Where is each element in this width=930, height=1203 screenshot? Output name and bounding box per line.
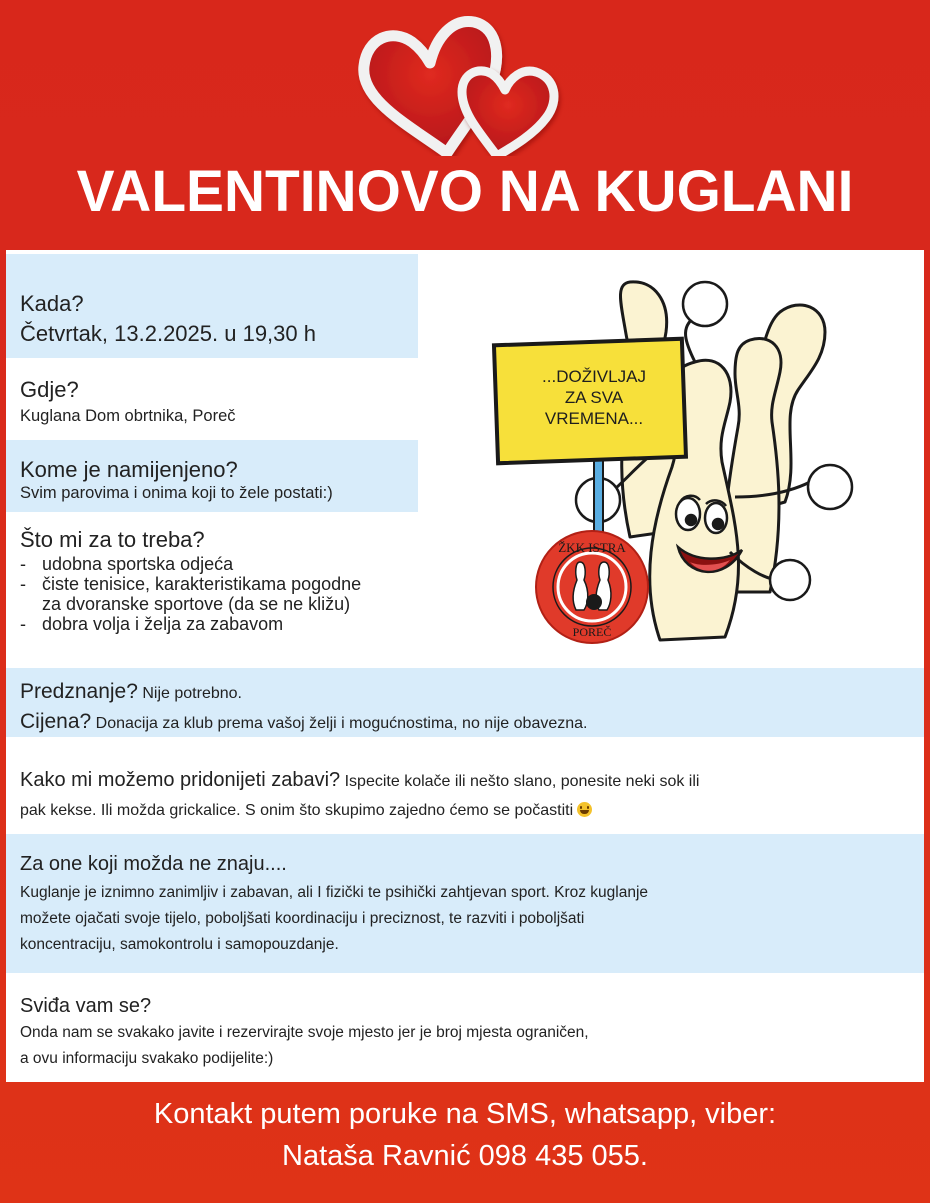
svida-question: Sviđa vam se? [20,995,152,1017]
info-line-3: koncentraciju, samokontrolu i samopouzdanje. [20,936,339,953]
zabava-question: Kako mi možemo pridonijeti zabavi? [20,769,341,791]
contact-footer [0,1082,930,1203]
smiling-face-emoji-icon [577,802,592,817]
predznanje-question: Predznanje? [20,680,138,703]
sign-line: VREMENA... [544,409,644,428]
info-line-1: Kuglanje je iznimno zanimljiv i zabavan, ali I fizički te psihički zahtjevan sport. Kroz kuglanje [20,884,649,901]
bowling-pins-illustration [480,262,880,662]
list-item: - čiste tenisice, karakteristikama pogodne [20,574,362,594]
list-item: - udobna sportska odjeća [20,554,234,574]
contact-line-1: Kontakt putem poruke na SMS, whatsapp, viber: [153,1098,777,1130]
predznanje-answer: Nije potrebno. [142,685,242,702]
page-title: VALENTINOVO NA KUGLANI [76,159,854,224]
gdje-question: Gdje? [20,377,79,402]
zabava-answer-1: Ispecite kolače ili nešto slano, ponesite neki sok ili [344,773,700,790]
sign-line: ZA SVA [564,388,624,407]
list-item: - dobra volja i želja za zabavom [20,614,284,634]
kome-question: Kome je namijenjeno? [20,457,238,482]
info-question: Za one koji možda ne znaju.... [20,853,287,875]
zabava-row-2 [20,800,592,822]
cijena-answer: Donacija za klub prema vašoj želji i mogućnostima, no nije obavezna. [95,715,588,732]
info-line-2: možete ojačati svoje tijelo, poboljšati koordinaciju i preciznost, te razviti i poboljšati [20,910,585,927]
contact-line-2: Nataša Ravnić 098 435 055. [282,1140,648,1172]
list-item: za dvoranske sportove (da se ne kližu) [42,594,351,614]
svida-line-1: Onda nam se svakako javite i rezervirajte svoje mjesto jer je broj mjesta ograničen, [20,1024,589,1041]
svg-text:ŽKK ISTRA: ŽKK ISTRA [558,540,626,555]
gdje-answer: Kuglana Dom obrtnika, Poreč [20,407,236,425]
sign-text [506,366,682,429]
predznanje-row [20,678,242,706]
svg-text:POREČ: POREČ [572,625,612,639]
zabava-answer-2: pak kekse. Ili možda grickalice. S onim što skupimo zajedno ćemo se počastiti [20,802,574,819]
cijena-question: Cijena? [20,710,92,733]
kada-question: Kada? [20,291,84,316]
cijena-row [20,708,587,736]
header [0,0,930,248]
svida-line-2: a ovu informaciju svakako podijelite:) [20,1050,274,1067]
treba-list [20,554,361,634]
kada-answer: Četvrtak, 13.2.2025. u 19,30 h [20,321,316,346]
treba-question: Što mi za to treba? [20,527,205,552]
kome-answer: Svim parovima i onima koji to žele postati:) [20,484,333,502]
zabava-row-1 [20,766,699,794]
two-hearts-icon [350,8,580,156]
sign-line: ...DOŽIVLJAJ [542,367,646,386]
